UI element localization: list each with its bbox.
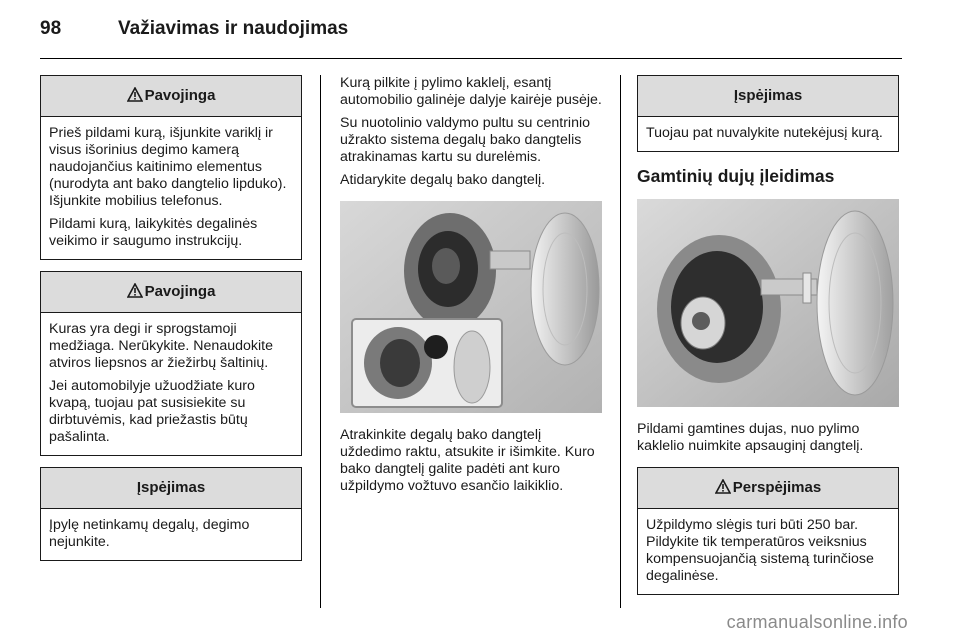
left-column	[40, 75, 302, 572]
right-text: Pildami gamtines dujas, nuo pylimo kaklelio nuimkite apsauginį dangtelį.	[637, 421, 864, 454]
caution-box-right	[637, 75, 899, 152]
caution-box-right-text: Tuojau pat nuvalykite nutekėjusį kurą.	[646, 125, 883, 141]
fuel-filler-flap-photo	[340, 201, 602, 413]
caution-box-left-heading: Įspėjimas	[41, 468, 301, 509]
warning-box-text: Užpildymo slėgis turi būti 250 bar. Pildykite tik temperatūros veiksnius kompensuojančią sistemą turinčiose degalinėse.	[646, 517, 874, 584]
section-heading: Gamtinių dujų įleidimas	[637, 166, 835, 186]
middle-text-4: Atrakinkite degalų bako dangtelį uždedimo raktu, atsukite ir išimkite. Kuro bako dangtelį galite padėti ant kuro užpildymo vožtuvo esančio laikiklio.	[340, 427, 595, 494]
watermark: carmanualsonline.info	[726, 612, 908, 632]
page-number: 98	[40, 18, 62, 39]
gas-filler-neck-photo	[637, 199, 899, 407]
danger-box-2-heading: Pavojinga	[41, 272, 301, 313]
caution-box-left	[40, 467, 302, 561]
danger-box-2	[40, 271, 302, 456]
warning-triangle-icon	[127, 283, 143, 298]
page-header	[40, 18, 348, 40]
danger-box-1-heading: Pavojinga	[41, 76, 301, 117]
danger-box-1-text-2: Pildami kurą, laikykitės degalinės veikimo ir saugumo instrukcijų.	[49, 216, 258, 249]
header-rule	[40, 58, 902, 59]
right-column	[637, 75, 899, 606]
middle-text-3: Atidarykite degalų bako dangtelį.	[340, 172, 546, 188]
danger-box-1-text-1: Prieš pildami kurą, išjunkite variklį ir visus išorinius degimo kamerą naudojančius kaitinimo elementus (nurodyta ant bako dangtelio lipduko). Išjunkite mobilius telefonus.	[49, 125, 287, 209]
middle-column	[340, 75, 602, 501]
page-title: Važiavimas ir naudojimas	[118, 18, 349, 39]
column-divider-1	[320, 75, 321, 608]
caution-box-left-text: Įpylę netinkamų degalų, degimo nejunkite.	[49, 517, 250, 550]
caution-box-right-heading: Įspėjimas	[638, 76, 898, 117]
warning-triangle-icon	[715, 479, 731, 494]
warning-box-heading: Perspėjimas	[638, 468, 898, 509]
warning-triangle-icon	[127, 87, 143, 102]
danger-box-1	[40, 75, 302, 260]
middle-text-2: Su nuotolinio valdymo pultu su centrinio užrakto sistema degalų bako dangtelis atrakinamas kartu su durelėmis.	[340, 115, 591, 165]
middle-text-1: Kurą pilkite į pylimo kaklelį, esantį automobilio galinėje dalyje kairėje pusėje.	[340, 75, 602, 108]
danger-box-2-text-1: Kuras yra degi ir sprogstamoji medžiaga. Nerūkykite. Nenaudokite atviros liepsnos ar žiežirbų šaltinių.	[49, 321, 273, 371]
column-divider-2	[620, 75, 621, 608]
danger-box-2-text-2: Jei automobilyje užuodžiate kuro kvapą, tuojau pat susisiekite su dirbtuvėmis, kad priežastis būtų pašalinta.	[49, 378, 255, 445]
warning-box	[637, 467, 899, 595]
